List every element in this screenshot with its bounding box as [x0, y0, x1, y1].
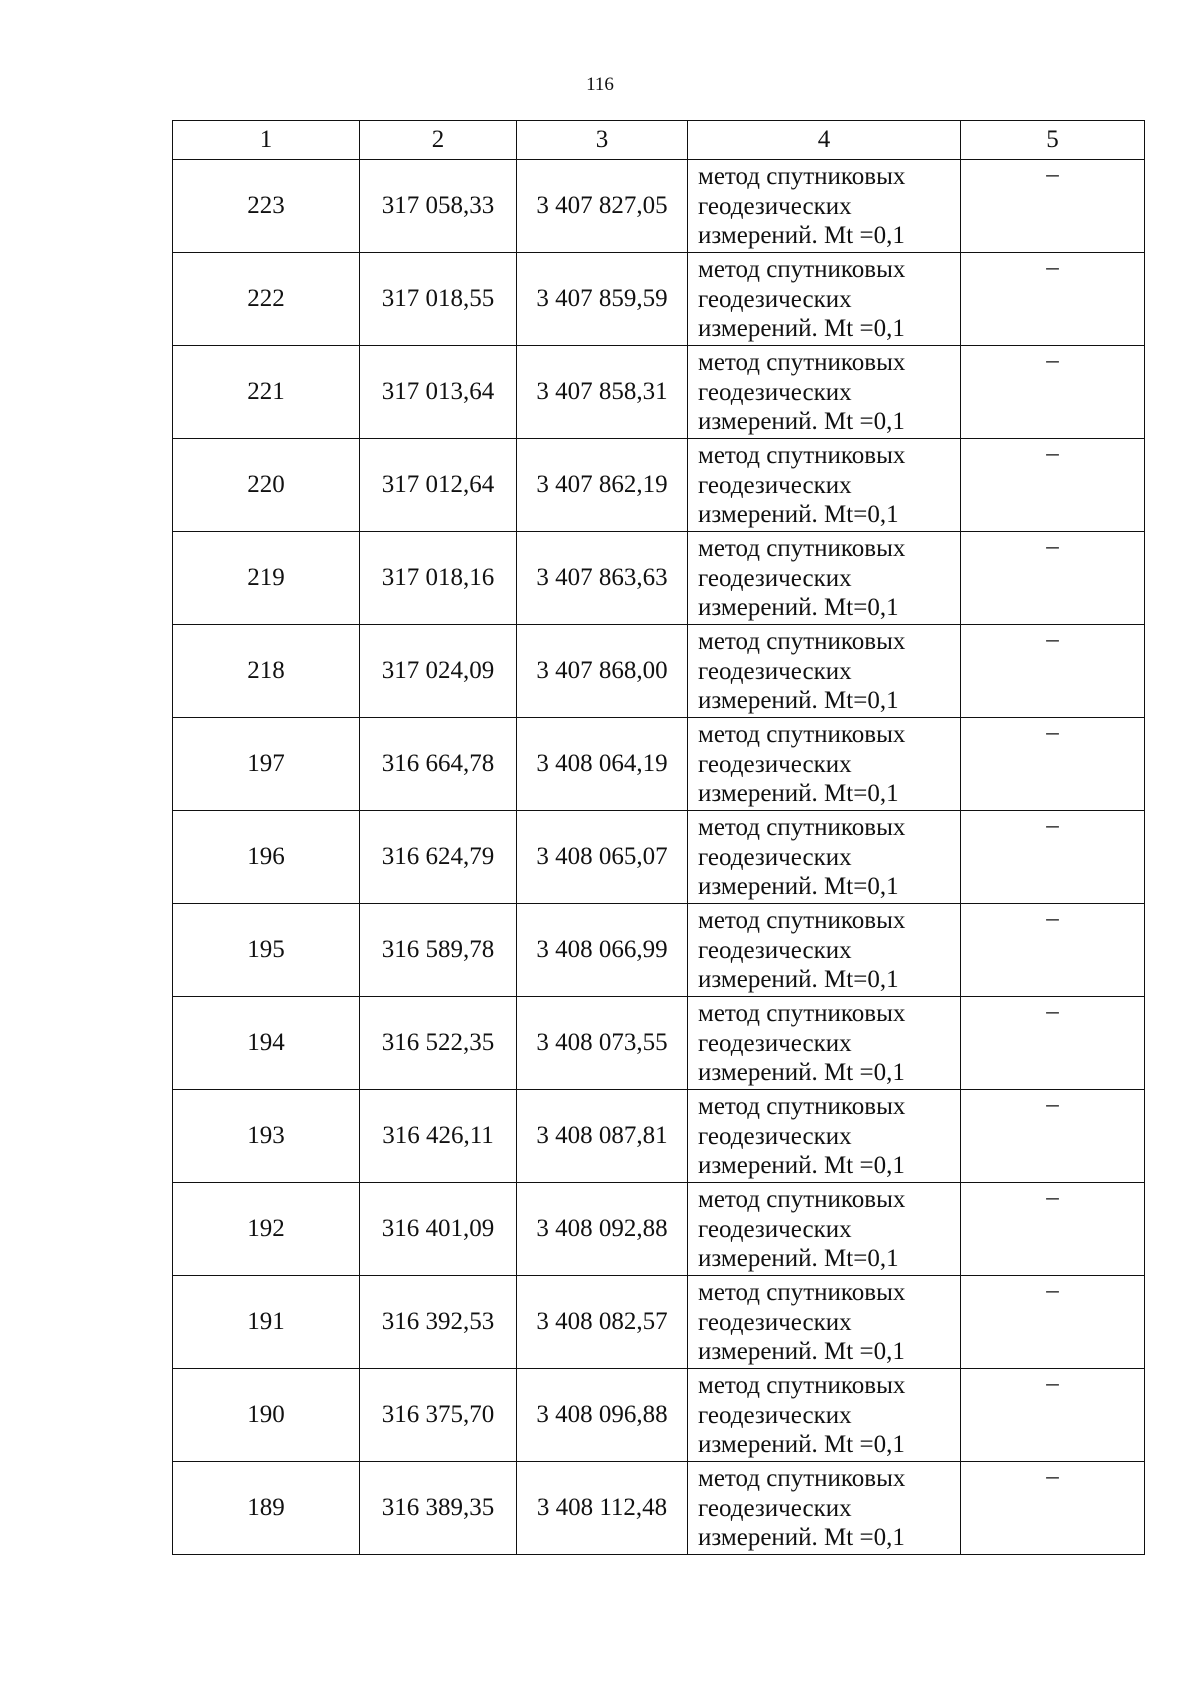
method-line: геодезических	[698, 1494, 852, 1522]
method-line: геодезических	[698, 1215, 852, 1243]
note-cell: –	[961, 1276, 1145, 1369]
table-row	[173, 253, 1145, 346]
y-coordinate-cell: 3 408 066,99	[517, 904, 688, 997]
method-line: метод спутниковых	[698, 907, 906, 934]
method-line: метод спутниковых	[698, 442, 906, 469]
method-line: измерений. Mt =0,1	[698, 408, 905, 435]
method-line: геодезических	[698, 564, 852, 592]
y-coordinate-cell: 3 407 868,00	[517, 625, 688, 718]
y-coordinate-cell: 3 407 859,59	[517, 253, 688, 346]
x-coordinate-cell: 317 058,33	[360, 160, 517, 253]
point-number-cell: 223	[173, 160, 360, 253]
point-number-cell: 189	[173, 1462, 360, 1555]
method-cell	[688, 1276, 961, 1369]
point-number-cell: 197	[173, 718, 360, 811]
note-cell: –	[961, 532, 1145, 625]
table-row	[173, 1462, 1145, 1555]
y-coordinate-cell: 3 408 092,88	[517, 1183, 688, 1276]
column-header-1: 1	[173, 121, 360, 160]
method-line: геодезических	[698, 285, 852, 313]
point-number-cell: 222	[173, 253, 360, 346]
method-cell	[688, 532, 961, 625]
note-cell: –	[961, 811, 1145, 904]
table-row	[173, 904, 1145, 997]
table-row	[173, 1183, 1145, 1276]
x-coordinate-cell: 317 012,64	[360, 439, 517, 532]
point-number-cell: 190	[173, 1369, 360, 1462]
note-cell: –	[961, 439, 1145, 532]
method-line: измерений. Mt=0,1	[698, 594, 899, 621]
point-number-cell: 192	[173, 1183, 360, 1276]
method-line: геодезических	[698, 471, 852, 499]
method-line: измерений. Mt=0,1	[698, 1245, 899, 1272]
method-line: измерений. Mt =0,1	[698, 1524, 905, 1551]
column-header-3: 3	[517, 121, 688, 160]
method-line: измерений. Mt =0,1	[698, 1431, 905, 1458]
table-body	[173, 160, 1145, 1555]
method-line: геодезических	[698, 1308, 852, 1336]
table-row	[173, 718, 1145, 811]
method-line: измерений. Mt=0,1	[698, 780, 899, 807]
method-cell	[688, 1369, 961, 1462]
x-coordinate-cell: 316 401,09	[360, 1183, 517, 1276]
method-line: метод спутниковых	[698, 1000, 906, 1027]
note-cell: –	[961, 904, 1145, 997]
table-header-row	[173, 121, 1145, 160]
method-line: метод спутниковых	[698, 628, 906, 655]
method-cell	[688, 1462, 961, 1555]
method-cell	[688, 811, 961, 904]
table-row	[173, 346, 1145, 439]
method-line: измерений. Mt=0,1	[698, 966, 899, 993]
point-number-cell: 193	[173, 1090, 360, 1183]
method-line: метод спутниковых	[698, 1372, 906, 1399]
method-line: измерений. Mt =0,1	[698, 1059, 905, 1086]
method-cell	[688, 439, 961, 532]
method-line: геодезических	[698, 936, 852, 964]
method-line: измерений. Mt =0,1	[698, 315, 905, 342]
table-row	[173, 439, 1145, 532]
method-line: метод спутниковых	[698, 1186, 906, 1213]
table-row	[173, 1276, 1145, 1369]
x-coordinate-cell: 316 624,79	[360, 811, 517, 904]
method-line: метод спутниковых	[698, 1279, 906, 1306]
point-number-cell: 218	[173, 625, 360, 718]
method-cell	[688, 1183, 961, 1276]
method-cell	[688, 1090, 961, 1183]
note-cell: –	[961, 1369, 1145, 1462]
method-line: метод спутниковых	[698, 721, 906, 748]
y-coordinate-cell: 3 408 065,07	[517, 811, 688, 904]
column-header-4: 4	[688, 121, 961, 160]
x-coordinate-cell: 317 018,16	[360, 532, 517, 625]
table-row	[173, 160, 1145, 253]
method-line: геодезических	[698, 1401, 852, 1429]
y-coordinate-cell: 3 407 862,19	[517, 439, 688, 532]
note-cell: –	[961, 997, 1145, 1090]
method-line: геодезических	[698, 378, 852, 406]
note-cell: –	[961, 346, 1145, 439]
method-line: метод спутниковых	[698, 1465, 906, 1492]
coordinates-table	[172, 120, 1145, 1555]
note-cell: –	[961, 718, 1145, 811]
page-number: 116	[586, 74, 614, 95]
method-line: измерений. Mt =0,1	[698, 1338, 905, 1365]
x-coordinate-cell: 317 013,64	[360, 346, 517, 439]
y-coordinate-cell: 3 408 082,57	[517, 1276, 688, 1369]
method-line: метод спутниковых	[698, 814, 906, 841]
point-number-cell: 194	[173, 997, 360, 1090]
y-coordinate-cell: 3 408 064,19	[517, 718, 688, 811]
note-cell: –	[961, 253, 1145, 346]
y-coordinate-cell: 3 407 827,05	[517, 160, 688, 253]
y-coordinate-cell: 3 408 112,48	[517, 1462, 688, 1555]
method-line: измерений. Mt=0,1	[698, 687, 899, 714]
point-number-cell: 195	[173, 904, 360, 997]
x-coordinate-cell: 316 589,78	[360, 904, 517, 997]
y-coordinate-cell: 3 408 096,88	[517, 1369, 688, 1462]
method-line: метод спутниковых	[698, 256, 906, 283]
column-header-5: 5	[961, 121, 1145, 160]
y-coordinate-cell: 3 407 858,31	[517, 346, 688, 439]
method-line: геодезических	[698, 843, 852, 871]
method-line: геодезических	[698, 1122, 852, 1150]
method-line: метод спутниковых	[698, 535, 906, 562]
note-cell: –	[961, 1462, 1145, 1555]
x-coordinate-cell: 316 664,78	[360, 718, 517, 811]
point-number-cell: 220	[173, 439, 360, 532]
method-cell	[688, 718, 961, 811]
method-line: измерений. Mt=0,1	[698, 873, 899, 900]
method-line: геодезических	[698, 750, 852, 778]
x-coordinate-cell: 316 392,53	[360, 1276, 517, 1369]
method-line: геодезических	[698, 657, 852, 685]
table-row	[173, 997, 1145, 1090]
method-cell	[688, 160, 961, 253]
method-cell	[688, 253, 961, 346]
x-coordinate-cell: 316 522,35	[360, 997, 517, 1090]
x-coordinate-cell: 316 375,70	[360, 1369, 517, 1462]
note-cell: –	[961, 625, 1145, 718]
x-coordinate-cell: 316 389,35	[360, 1462, 517, 1555]
y-coordinate-cell: 3 408 073,55	[517, 997, 688, 1090]
method-cell	[688, 904, 961, 997]
method-cell	[688, 346, 961, 439]
method-line: геодезических	[698, 1029, 852, 1057]
y-coordinate-cell: 3 408 087,81	[517, 1090, 688, 1183]
note-cell: –	[961, 1090, 1145, 1183]
point-number-cell: 221	[173, 346, 360, 439]
note-cell: –	[961, 160, 1145, 253]
point-number-cell: 196	[173, 811, 360, 904]
method-line: метод спутниковых	[698, 1093, 906, 1120]
method-cell	[688, 997, 961, 1090]
y-coordinate-cell: 3 407 863,63	[517, 532, 688, 625]
note-cell: –	[961, 1183, 1145, 1276]
method-line: измерений. Mt =0,1	[698, 222, 905, 249]
column-header-2: 2	[360, 121, 517, 160]
x-coordinate-cell: 317 024,09	[360, 625, 517, 718]
point-number-cell: 191	[173, 1276, 360, 1369]
table-row	[173, 1090, 1145, 1183]
point-number-cell: 219	[173, 532, 360, 625]
table-row	[173, 811, 1145, 904]
x-coordinate-cell: 316 426,11	[360, 1090, 517, 1183]
method-cell	[688, 625, 961, 718]
method-line: метод спутниковых	[698, 349, 906, 376]
method-line: метод спутниковых	[698, 163, 906, 190]
method-line: измерений. Mt =0,1	[698, 1152, 905, 1179]
method-line: геодезических	[698, 192, 852, 220]
table-row	[173, 625, 1145, 718]
method-line: измерений. Mt=0,1	[698, 501, 899, 528]
table-row	[173, 532, 1145, 625]
table-row	[173, 1369, 1145, 1462]
x-coordinate-cell: 317 018,55	[360, 253, 517, 346]
